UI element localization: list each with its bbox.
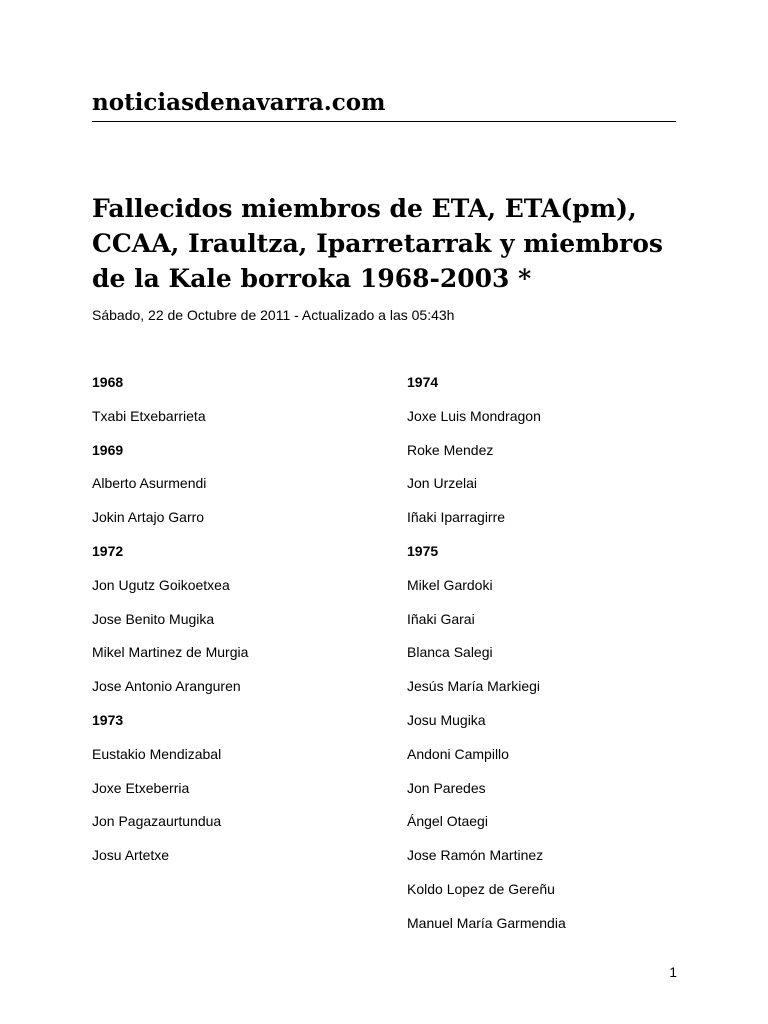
member-name: Txabi Etxebarrieta [92, 407, 206, 424]
member-name: Jon Paredes [407, 779, 486, 796]
left-column [92, 373, 382, 880]
article-title: Fallecidos miembros de ETA, ETA(pm), CCAA, Iraultza, Iparretarrak y miembros de la Kale borroka 1968-2003 * [92, 194, 663, 293]
member-name: Ángel Otaegi [407, 813, 488, 830]
year-heading: 1974 [407, 374, 439, 390]
member-name: Roke Mendez [407, 441, 494, 458]
member-name: Mikel Martinez de Murgia [92, 644, 249, 661]
member-name: Jokin Artajo Garro [92, 509, 205, 526]
member-name: Jon Pagazaurtundua [92, 813, 222, 830]
page-number: 1 [669, 964, 677, 980]
member-name: Blanca Salegi [407, 644, 493, 661]
member-name: Manuel María Garmendia [407, 914, 566, 931]
member-name: Jesús María Markiegi [407, 678, 541, 695]
member-name: Koldo Lopez de Gereñu [407, 880, 555, 897]
member-name: Mikel Gardoki [407, 576, 493, 593]
member-name: Jose Ramón Martinez [407, 847, 544, 864]
member-name: Joxe Etxeberria [92, 779, 190, 796]
member-name: Jon Urzelai [407, 475, 478, 492]
article-dateline: Sábado, 22 de Octubre de 2011 - Actualizado a las 05:43h [92, 307, 455, 323]
year-heading: 1975 [407, 542, 439, 559]
member-name: Jose Antonio Aranguren [92, 678, 241, 695]
right-column [407, 373, 697, 948]
member-name: Alberto Asurmendi [92, 475, 207, 492]
member-name: Andoni Campillo [407, 745, 509, 762]
member-name: Eustakio Mendizabal [92, 745, 222, 762]
member-name: Joxe Luis Mondragon [407, 407, 541, 424]
member-name: Jon Ugutz Goikoetxea [92, 576, 230, 593]
site-name: noticiasdenavarra.com [92, 89, 386, 116]
member-name: Iñaki Garai [407, 610, 475, 627]
year-heading: 1973 [92, 711, 124, 728]
member-name: Iñaki Iparragirre [407, 509, 506, 526]
year-heading: 1968 [92, 374, 124, 390]
member-name: Jose Benito Mugika [92, 610, 215, 627]
year-heading: 1972 [92, 542, 124, 559]
site-header [92, 88, 676, 122]
member-name: Josu Mugika [407, 711, 486, 728]
member-name: Josu Artetxe [92, 847, 170, 864]
year-heading: 1969 [92, 441, 124, 458]
